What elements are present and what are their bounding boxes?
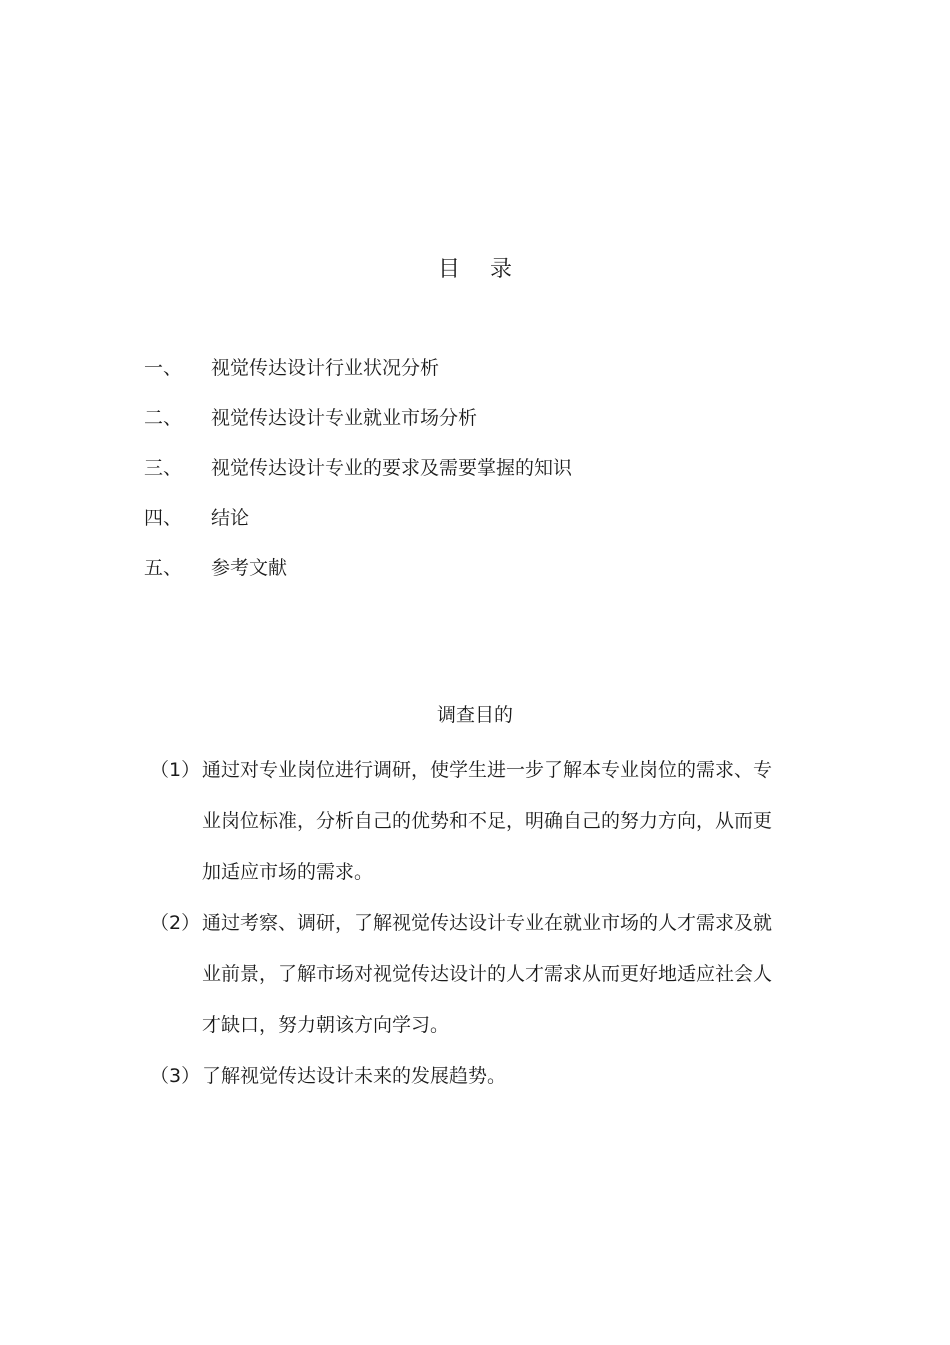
- toc-item: [144, 550, 572, 600]
- purpose-item: [150, 745, 790, 898]
- purpose-item-number: （3）: [150, 1065, 201, 1087]
- toc-list: [144, 350, 572, 600]
- toc-item: [144, 450, 572, 500]
- toc-item: [144, 500, 572, 550]
- purpose-item-text: 通过对专业岗位进行调研，使学生进一步了解本专业岗位的需求、专业岗位标准，分析自己的优势和不足，明确自己的努力方向，从而更加适应市场的需求。: [202, 759, 773, 883]
- toc-item-number: 三、: [144, 457, 183, 479]
- toc-item-label: 视觉传达设计行业状况分析: [211, 357, 440, 379]
- toc-item-label: 视觉传达设计专业的要求及需要掌握的知识: [211, 457, 573, 479]
- toc-item-number: 一、: [144, 357, 183, 379]
- toc-item-number: 四、: [144, 507, 183, 529]
- toc-item-number: 二、: [144, 407, 183, 429]
- purpose-title: 调查目的: [436, 704, 513, 726]
- toc-item-label: 参考文献: [211, 557, 288, 579]
- toc-item-number: 五、: [144, 557, 183, 579]
- toc-title: 目录: [437, 257, 542, 282]
- toc-item-label: 结论: [211, 507, 250, 529]
- purpose-item-text: 了解视觉传达设计未来的发展趋势。: [202, 1065, 507, 1087]
- purpose-item: [150, 1051, 790, 1102]
- toc-item: [144, 400, 572, 450]
- toc-item: [144, 350, 572, 400]
- purpose-list: [150, 745, 790, 1102]
- purpose-item-text: 通过考察、调研，了解视觉传达设计专业在就业市场的人才需求及就业前景，了解市场对视觉传达设计的人才需求从而更好地适应社会人才缺口，努力朝该方向学习。: [202, 912, 773, 1036]
- purpose-item: [150, 898, 790, 1051]
- purpose-item-number: （1）: [150, 759, 201, 781]
- purpose-item-number: （2）: [150, 912, 201, 934]
- toc-item-label: 视觉传达设计专业就业市场分析: [211, 407, 478, 429]
